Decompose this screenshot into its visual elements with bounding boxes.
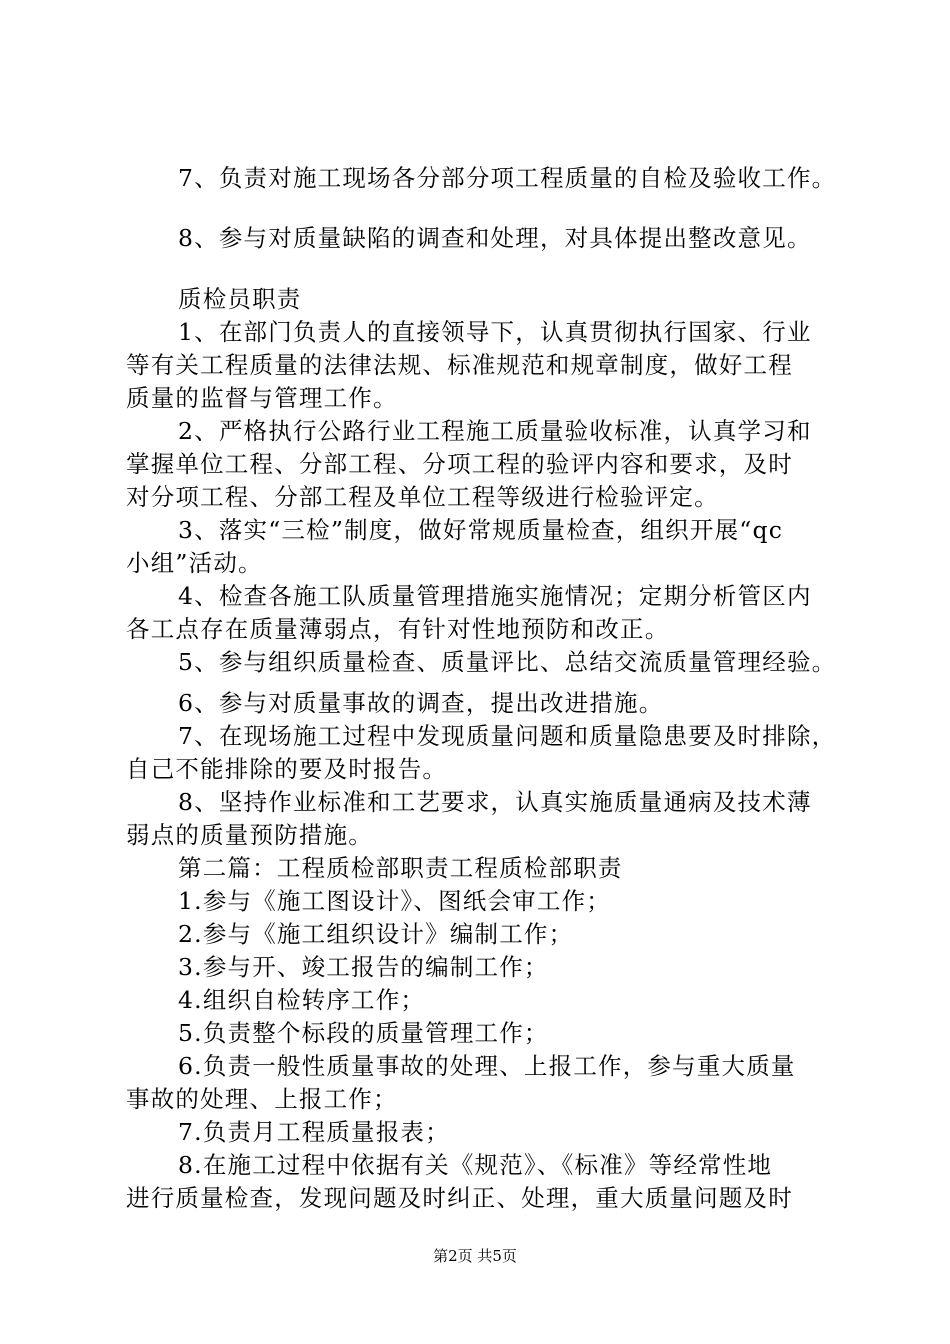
- text-line: 4、检查各施工队质量管理措施实施情况；定期分析管区内: [178, 582, 812, 610]
- text-line: 弱点的质量预防措施。: [126, 821, 373, 849]
- text-line: 4.组织自检转序工作；: [178, 986, 426, 1014]
- text-line: 小组”活动。: [126, 549, 263, 577]
- text-line: 3.参与开、竣工报告的编制工作；: [178, 953, 549, 981]
- text-line: 第二篇：工程质检部职责工程质检部职责: [178, 854, 623, 882]
- text-line: 6.负责一般性质量事故的处理、上报工作，参与重大质量: [178, 1052, 796, 1080]
- text-line: 6、参与对质量事故的调查，提出改进措施。: [178, 689, 664, 717]
- text-line: 进行质量检查，发现问题及时纠正、处理，重大质量问题及时: [126, 1184, 793, 1212]
- text-line: 等有关工程质量的法律法规、标准规范和规章制度，做好工程: [126, 351, 793, 379]
- text-line: 1、在部门负责人的直接领导下，认真贯彻执行国家、行业: [178, 318, 812, 346]
- text-line: 2.参与《施工组织设计》编制工作；: [178, 920, 574, 948]
- text-line: 质量的监督与管理工作。: [126, 384, 398, 412]
- page-footer: 第2页 共5页: [433, 1247, 517, 1265]
- text-line: 8、坚持作业标准和工艺要求，认真实施质量通病及技术薄: [178, 788, 812, 816]
- text-line: 7.负责月工程质量报表；: [178, 1118, 450, 1146]
- text-line: 5.负责整个标段的质量管理工作；: [178, 1019, 549, 1047]
- text-line: 2、严格执行公路行业工程施工质量验收标准，认真学习和: [178, 417, 812, 445]
- text-line: 各工点存在质量薄弱点，有针对性地预防和改正。: [126, 615, 670, 643]
- text-line: 8.在施工过程中依据有关《规范》、《标准》等经常性地: [178, 1151, 773, 1179]
- text-line: 7、在现场施工过程中发现质量问题和质量隐患要及时排除，: [178, 722, 837, 750]
- text-line: 5、参与组织质量检查、质量评比、总结交流质量管理经验。: [178, 648, 837, 676]
- text-line: 1.参与《施工图设计》、图纸会审工作；: [178, 887, 611, 915]
- text-line: 自己不能排除的要及时报告。: [126, 755, 448, 783]
- text-line: 8、参与对质量缺陷的调查和处理，对具体提出整改意见。: [178, 224, 812, 252]
- text-line: 3、落实“三检”制度，做好常规质量检查，组织开展“qc: [178, 516, 784, 544]
- text-line: 掌握单位工程、分部工程、分项工程的验评内容和要求，及时: [126, 450, 793, 478]
- text-line: 质检员职责: [178, 285, 302, 313]
- text-line: 对分项工程、分部工程及单位工程等级进行检验评定。: [126, 483, 719, 511]
- text-line: 7、负责对施工现场各分部分项工程质量的自检及验收工作。: [178, 164, 837, 192]
- text-line: 事故的处理、上报工作；: [126, 1085, 398, 1113]
